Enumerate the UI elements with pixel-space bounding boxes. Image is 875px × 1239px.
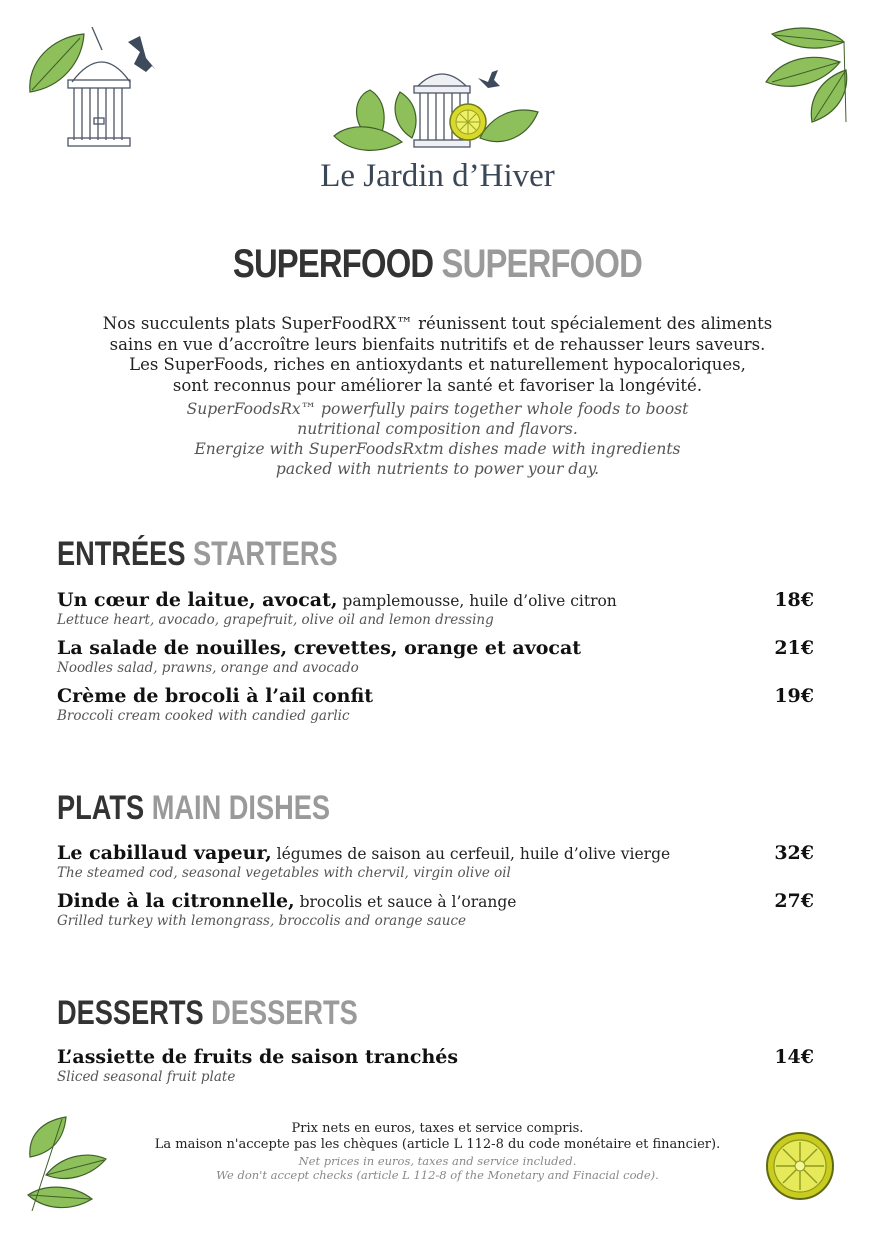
intro-en-line: nutritional composition and flavors. (297, 420, 578, 438)
item-name: L’assiette de fruits de saison tranchés (57, 1046, 459, 1068)
item-english: Noodles salad, prawns, orange and avocado (57, 660, 359, 676)
intro-fr-line: Les SuperFoods, riches en antioxydants et naturellement hypocaloriques, (129, 355, 746, 374)
item-description: pamplemousse, huile d’olive citron (337, 592, 617, 610)
intro-en-line: Energize with SuperFoodsRxtm dishes made with ingredients (194, 440, 681, 458)
page-title (79, 242, 797, 287)
restaurant-name: Le Jardin d’Hiver (320, 158, 555, 194)
item-price: 19€ (774, 685, 814, 707)
section-heading-dark: DESSERTS (57, 994, 204, 1032)
lemon-slice-icon (450, 104, 486, 140)
item-english: The steamed cod, seasonal vegetables with chervil, virgin olive oil (57, 865, 511, 881)
top-right-leaves-illustration (762, 22, 857, 127)
intro-french (0, 314, 875, 396)
menu-item (57, 589, 817, 628)
section-heading-main-dishes (57, 789, 330, 828)
intro-fr-line: sains en vue d’accroître leurs bienfaits nutritifs et de rehausser leurs saveurs. (109, 334, 766, 354)
footer-fr-line: Prix nets en euros, taxes et service compris. (291, 1121, 584, 1136)
section-heading-desserts (57, 994, 358, 1033)
title-dark: SUPERFOOD (232, 242, 434, 286)
item-description: légumes de saison au cerfeuil, huile d’olive vierge (271, 845, 671, 863)
item-name: Dinde à la citronnelle, (57, 890, 295, 912)
section-heading-dark: ENTRÉES (57, 535, 186, 573)
footer-en-line: Net prices in euros, taxes and service included. (298, 1154, 577, 1168)
leaf-icon (30, 34, 84, 92)
section-heading-light: STARTERS (193, 535, 338, 573)
section-heading-dark: PLATS (57, 789, 145, 827)
item-price: 21€ (774, 637, 814, 659)
item-english: Lettuce heart, avocado, grapefruit, olive oil and lemon dressing (57, 612, 494, 628)
menu-item (57, 685, 817, 724)
intro-en-line: SuperFoodsRx™ powerfully pairs together whole foods to boost (186, 400, 689, 418)
section-heading-starters (57, 535, 338, 574)
item-price: 14€ (774, 1046, 814, 1068)
item-name: Le cabillaud vapeur, (57, 842, 272, 864)
title-light: SUPERFOOD (441, 242, 642, 286)
intro-english (0, 399, 875, 479)
menu-item (57, 637, 817, 676)
bottom-right-lemon-illustration (764, 1130, 836, 1202)
menu-item (57, 842, 817, 881)
intro-en-line: packed with nutrients to power your day. (275, 460, 600, 478)
bird-icon (128, 36, 156, 72)
footer-fr-line: La maison n'accepte pas les chèques (article L 112-8 du code monétaire et financier). (154, 1137, 721, 1152)
item-name: La salade de nouilles, crevettes, orange et avocat (57, 637, 582, 659)
item-name: Crème de brocoli à l’ail confit (57, 685, 374, 707)
item-english: Grilled turkey with lemongrass, broccolis and orange sauce (57, 913, 467, 929)
footer-french (0, 1121, 875, 1153)
footer-english (0, 1154, 875, 1182)
leaf-icon (766, 28, 847, 122)
intro-fr-line: Nos succulents plats SuperFoodRX™ réunissent tout spécialement des aliments (102, 314, 773, 333)
item-price: 27€ (774, 890, 814, 912)
menu-item (57, 890, 817, 929)
item-name: Un cœur de laitue, avocat, (57, 589, 338, 611)
section-heading-light: DESSERTS (211, 994, 358, 1032)
top-left-birdcage-illustration (22, 22, 162, 157)
item-english: Sliced seasonal fruit plate (57, 1069, 236, 1085)
intro-fr-line: sont reconnus pour améliorer la santé et favoriser la longévité. (172, 375, 703, 395)
logo-illustration (330, 62, 545, 160)
bird-icon (478, 70, 500, 88)
item-price: 18€ (774, 589, 814, 611)
menu-item (57, 1046, 817, 1085)
item-price: 32€ (774, 842, 814, 864)
footer-en-line: We don't accept checks (article L 112-8 of the Monetary and Finacial code). (216, 1168, 659, 1182)
item-description: brocolis et sauce à l’orange (294, 893, 517, 911)
section-heading-light: MAIN DISHES (151, 789, 331, 827)
lemon-slice-icon (767, 1133, 833, 1199)
item-english: Broccoli cream cooked with candied garlic (57, 708, 350, 724)
